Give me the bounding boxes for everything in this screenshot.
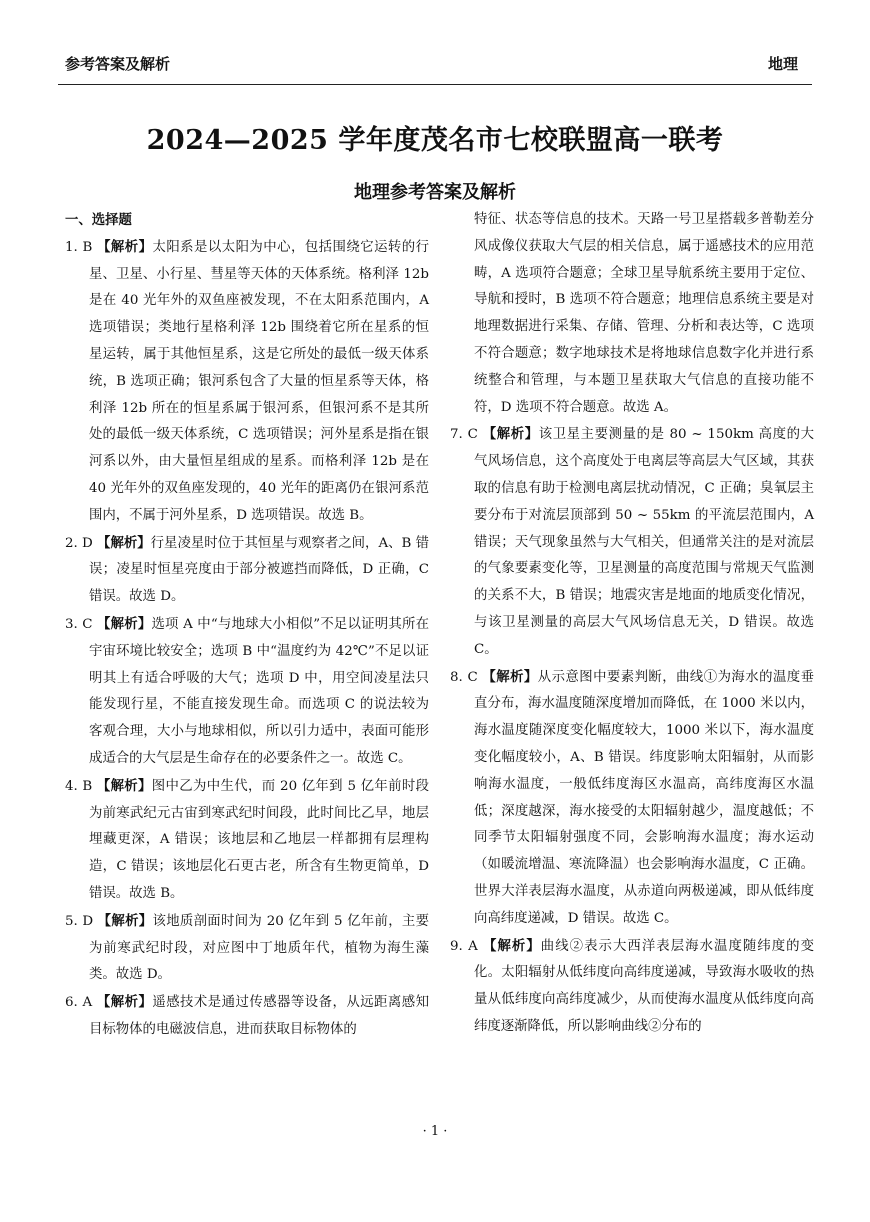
answer-text: 图中乙为中生代，而 20 亿年到 5 亿年前时段为前寒武纪元古宙到寒武纪时间段，此时间比乙早，地层埋藏更深，A 错误；该地层和乙地层一样都拥有层理构造，C 错误；该地层化石更古老，所含有生物更简单，D 错误。故选 B。	[89, 778, 429, 901]
answer-item	[65, 234, 429, 530]
answer-text: 遥感技术是通过传感器等设备，从远距离感知目标物体的电磁波信息，进而获取目标物体的	[89, 995, 430, 1037]
answer-text: 选项 A 中“与地球大小相似”不足以证明其所在宇宙环境比较安全；选项 B 中“温度约为 42℃”不足以证明其上有适合呼吸的大气；选项 D 中，用空间凌星法只能发现行星，不能直接发现生命。而选项 C 的说法较为客观合理，大小与地球相似，所以引力适中，表面可能形成适合的大气层是生命存在的必要条件之一。故选 C。	[89, 616, 429, 766]
answer-item	[65, 773, 429, 908]
answer-item	[450, 421, 814, 663]
question-number: 4. B	[65, 778, 97, 794]
analysis-tag: 【解析】	[97, 912, 153, 929]
answer-text: 该卫星主要测量的是 80 ~ 150km 高度的大气风场信息，这个高度处于电离层等高层大气区域，其获取的信息有助于检测电离层扰动情况，C 正确；臭氧层主要分布于对流层顶部到 50 ~ 55km 的平流层范围内，A 错误；天气现象虽然与大气相关，但通常关注的是对流层的气象要素变化等，卫星测量的高度范围与常规天气监测的关系不大，B 错误；地震灾害是地面的地质变化情况，与该卫星测量的高层大气风场信息无关，D 错误。故选 C。	[474, 427, 815, 657]
answer-item	[65, 989, 429, 1044]
answer-item	[65, 611, 429, 773]
question-number: 9. A	[450, 938, 484, 954]
left-answer-list	[65, 234, 429, 1044]
answer-item	[450, 933, 814, 1041]
answer-text: 太阳系是以太阳为中心，包括围绕它运转的行星、卫星、小行星、彗星等天体的天体系统。格利泽 12b 是在 40 光年外的双鱼座被发现，不在太阳系范围内，A 选项错误；类地行星格利泽 12b 围绕着它所在星系的恒星运转，属于其他恒星系，这是它所处的最低一级天体系统，B 选项正确；银河系包含了大量的恒星系等天体，格利泽 12b 所在的恒星系属于银河系，但银河系不是其所处的最低一级天体系统，C 选项错误；河外星系是指在银河系以外，由大量恒星组成的星系。而格利泽 12b 是在 40 光年外的双鱼座发现的，40 光年的距离仍在银河系范围内，不属于河外星系，D 选项错误。故选 B。	[89, 239, 430, 523]
left-column	[65, 207, 429, 1044]
answer-text: 行星凌星时位于其恒星与观察者之间，A、B 错误；凌星时恒星亮度由于部分被遮挡而降低，D 正确，C 错误。故选 D。	[89, 535, 430, 605]
header-divider	[58, 84, 812, 85]
analysis-tag: 【解析】	[96, 777, 152, 794]
answer-item	[65, 530, 429, 611]
analysis-tag: 【解析】	[97, 238, 153, 255]
analysis-tag: 【解析】	[482, 426, 539, 443]
answer-item	[65, 908, 429, 989]
answer-text: 特征、状态等信息的技术。天路一号卫星搭载多普勒差分风成像仪获取大气层的相关信息，属于遥感技术的应用范畴，A 选项符合题意；全球卫星导航系统主要用于定位、导航和授时，B 选项不符合题意；地理信息系统主要是对地理数据进行采集、存储、管理、分析和表达等，C 选项不符合题意；数字地球技术是将地球信息数字化并进行系统整合和管理，与本题卫星获取大气信息的直接功能不符，D 选项不符合题意。故选 A。	[474, 212, 814, 415]
header-subject-label: 地理	[767, 55, 798, 73]
question-number: 5. D	[65, 913, 98, 929]
question-number: 7. C	[450, 427, 483, 443]
question-number: 2. D	[65, 535, 98, 551]
question-number: 1. B	[65, 239, 98, 255]
analysis-tag: 【解析】	[96, 615, 152, 632]
analysis-tag: 【解析】	[483, 937, 541, 954]
analysis-tag: 【解析】	[96, 994, 153, 1011]
answer-item	[450, 207, 814, 421]
question-number: 8. C	[450, 669, 483, 685]
right-answer-list	[450, 207, 814, 1041]
answer-text: 曲线②表示大西洋表层海水温度随纬度的变化。太阳辐射从低纬度向高纬度递减，导致海水吸收的热量从低纬度向高纬度减少，从而使海水温度从低纬度向高纬度逐渐降低，所以影响曲线②分布的	[474, 938, 815, 1034]
question-number: 3. C	[65, 616, 97, 632]
analysis-tag: 【解析】	[97, 534, 151, 551]
right-column	[450, 207, 814, 1041]
answer-text: 该地质剖面时间为 20 亿年到 5 亿年前，主要为前寒武纪时段，对应图中丁地质年代，植物为海生藻类。故选 D。	[89, 913, 429, 983]
analysis-tag: 【解析】	[482, 668, 538, 685]
question-number: 6. A	[65, 995, 97, 1011]
document-title: 2024—2025 学年度茂名市七校联盟高一联考	[146, 125, 724, 156]
page-number: · 1 ·	[422, 1124, 448, 1139]
answer-text: 从示意图中要素判断，曲线①为海水的温度垂直分布，海水温度随深度增加而降低，在 1000 米以内，海水温度随深度变化幅度较大，1000 米以下，海水温度变化幅度较小，A、B 错误。纬度影响太阳辐射，从而影响海水温度，一般低纬度海区水温高，高纬度海区水温低；深度越深，海水接受的太阳辐射越少，温度越低；不同季节太阳辐射强度不同，会影响海水温度；海水运动（如暖流增温、寒流降温）也会影响海水温度，C 正确。世界大洋表层海水温度，从赤道向两极递减，即从低纬度向高纬度递减，D 错误。故选 C。	[474, 669, 814, 926]
answer-item	[450, 664, 814, 933]
document-subtitle: 地理参考答案及解析	[354, 182, 516, 203]
section-heading: 一、选择题	[65, 212, 132, 228]
header-left-label: 参考答案及解析	[65, 55, 171, 73]
